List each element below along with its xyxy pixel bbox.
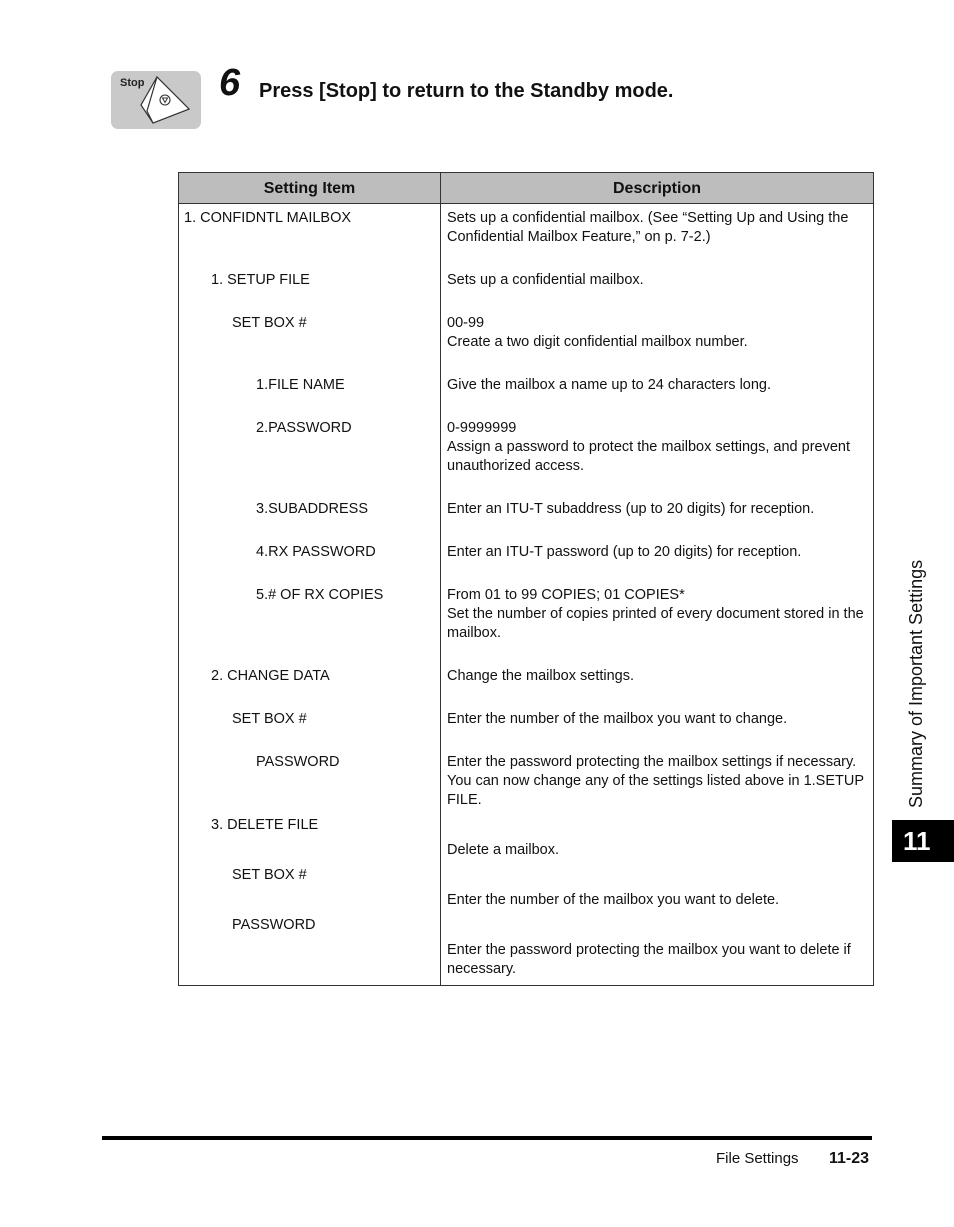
setting-detail: Assign a password to protect the mailbox settings, and prevent unauthorized access. (447, 439, 850, 474)
setting-detail: Set the number of copies printed of every document stored in the mailbox. (447, 606, 864, 641)
table-row (179, 863, 874, 888)
setting-item: 1. SETUP FILE (179, 268, 441, 293)
setting-item: 3.SUBADDRESS (179, 497, 441, 522)
setting-description: Enter an ITU-T password (up to 20 digits) for reception. (441, 540, 874, 565)
setting-description (441, 913, 874, 938)
setting-item: PASSWORD (179, 750, 441, 813)
header-setting-item: Setting Item (179, 173, 441, 204)
setting-description: Enter the password protecting the mailbox you want to delete if necessary. (441, 938, 874, 986)
setting-description (441, 813, 874, 838)
step-instruction: Press [Stop] to return to the Standby mode. (259, 80, 674, 102)
setting-description: Enter an ITU-T subaddress (up to 20 digits) for reception. (441, 497, 874, 522)
page-number: 11-23 (829, 1150, 870, 1167)
table-header-row (179, 173, 874, 204)
setting-item: 2.PASSWORD (179, 416, 441, 479)
table-row (179, 583, 874, 646)
table-row (179, 750, 874, 813)
setting-item (179, 888, 441, 913)
table-row (179, 664, 874, 689)
header-description: Description (441, 173, 874, 204)
setting-item: SET BOX # (179, 863, 441, 888)
chapter-number-tab: 11 (892, 820, 954, 862)
setting-item: 5.# OF RX COPIES (179, 583, 441, 646)
table-row (179, 311, 874, 355)
setting-item (179, 838, 441, 863)
table-row (179, 268, 874, 293)
setting-description: Change the mailbox settings. (441, 664, 874, 689)
table-row (179, 204, 874, 251)
stop-icon (111, 71, 201, 129)
setting-item: 4.RX PASSWORD (179, 540, 441, 565)
setting-range: 0-9999999 (447, 420, 517, 436)
setting-description: Enter the password protecting the mailbox settings if necessary. You can now change any of the settings listed above in 1.SETUP FILE. (441, 750, 874, 813)
table-row (179, 416, 874, 479)
setting-range: From 01 to 99 COPIES; 01 COPIES* (447, 587, 685, 603)
table-row (179, 813, 874, 838)
setting-item: 1.FILE NAME (179, 373, 441, 398)
setting-item: PASSWORD (179, 913, 441, 938)
setting-description: Sets up a confidential mailbox. (See “Setting Up and Using the Confidential Mailbox Feature,” on p. 7-2.) (441, 204, 874, 251)
setting-description (441, 311, 874, 355)
table-row (179, 913, 874, 938)
setting-item: SET BOX # (179, 707, 441, 732)
setting-item (179, 938, 441, 986)
table-row (179, 888, 874, 913)
footer-section-title: File Settings (716, 1150, 799, 1167)
table-row (179, 373, 874, 398)
setting-description (441, 583, 874, 646)
setting-description (441, 863, 874, 888)
setting-description: Delete a mailbox. (441, 838, 874, 863)
setting-item: SET BOX # (179, 311, 441, 355)
setting-description: Enter the number of the mailbox you want to change. (441, 707, 874, 732)
setting-description (441, 416, 874, 479)
setting-item: 1. CONFIDNTL MAILBOX (179, 204, 441, 251)
step-number: 6 (219, 62, 241, 104)
setting-description: Enter the number of the mailbox you want to delete. (441, 888, 874, 913)
settings-table (178, 172, 874, 986)
setting-description: Give the mailbox a name up to 24 characters long. (441, 373, 874, 398)
table-row (179, 838, 874, 863)
table-row (179, 497, 874, 522)
table-row (179, 540, 874, 565)
setting-description: Sets up a confidential mailbox. (441, 268, 874, 293)
setting-item: 3. DELETE FILE (179, 813, 441, 838)
table-row (179, 707, 874, 732)
footer-rule (102, 1136, 872, 1140)
setting-item: 2. CHANGE DATA (179, 664, 441, 689)
table-row (179, 938, 874, 986)
chapter-side-title: Summary of Important Settings (906, 559, 926, 808)
setting-range: 00-99 (447, 315, 485, 331)
setting-detail: Create a two digit confidential mailbox number. (447, 334, 748, 350)
stop-key-label: Stop (120, 77, 145, 89)
stop-key-illustration (111, 71, 201, 129)
